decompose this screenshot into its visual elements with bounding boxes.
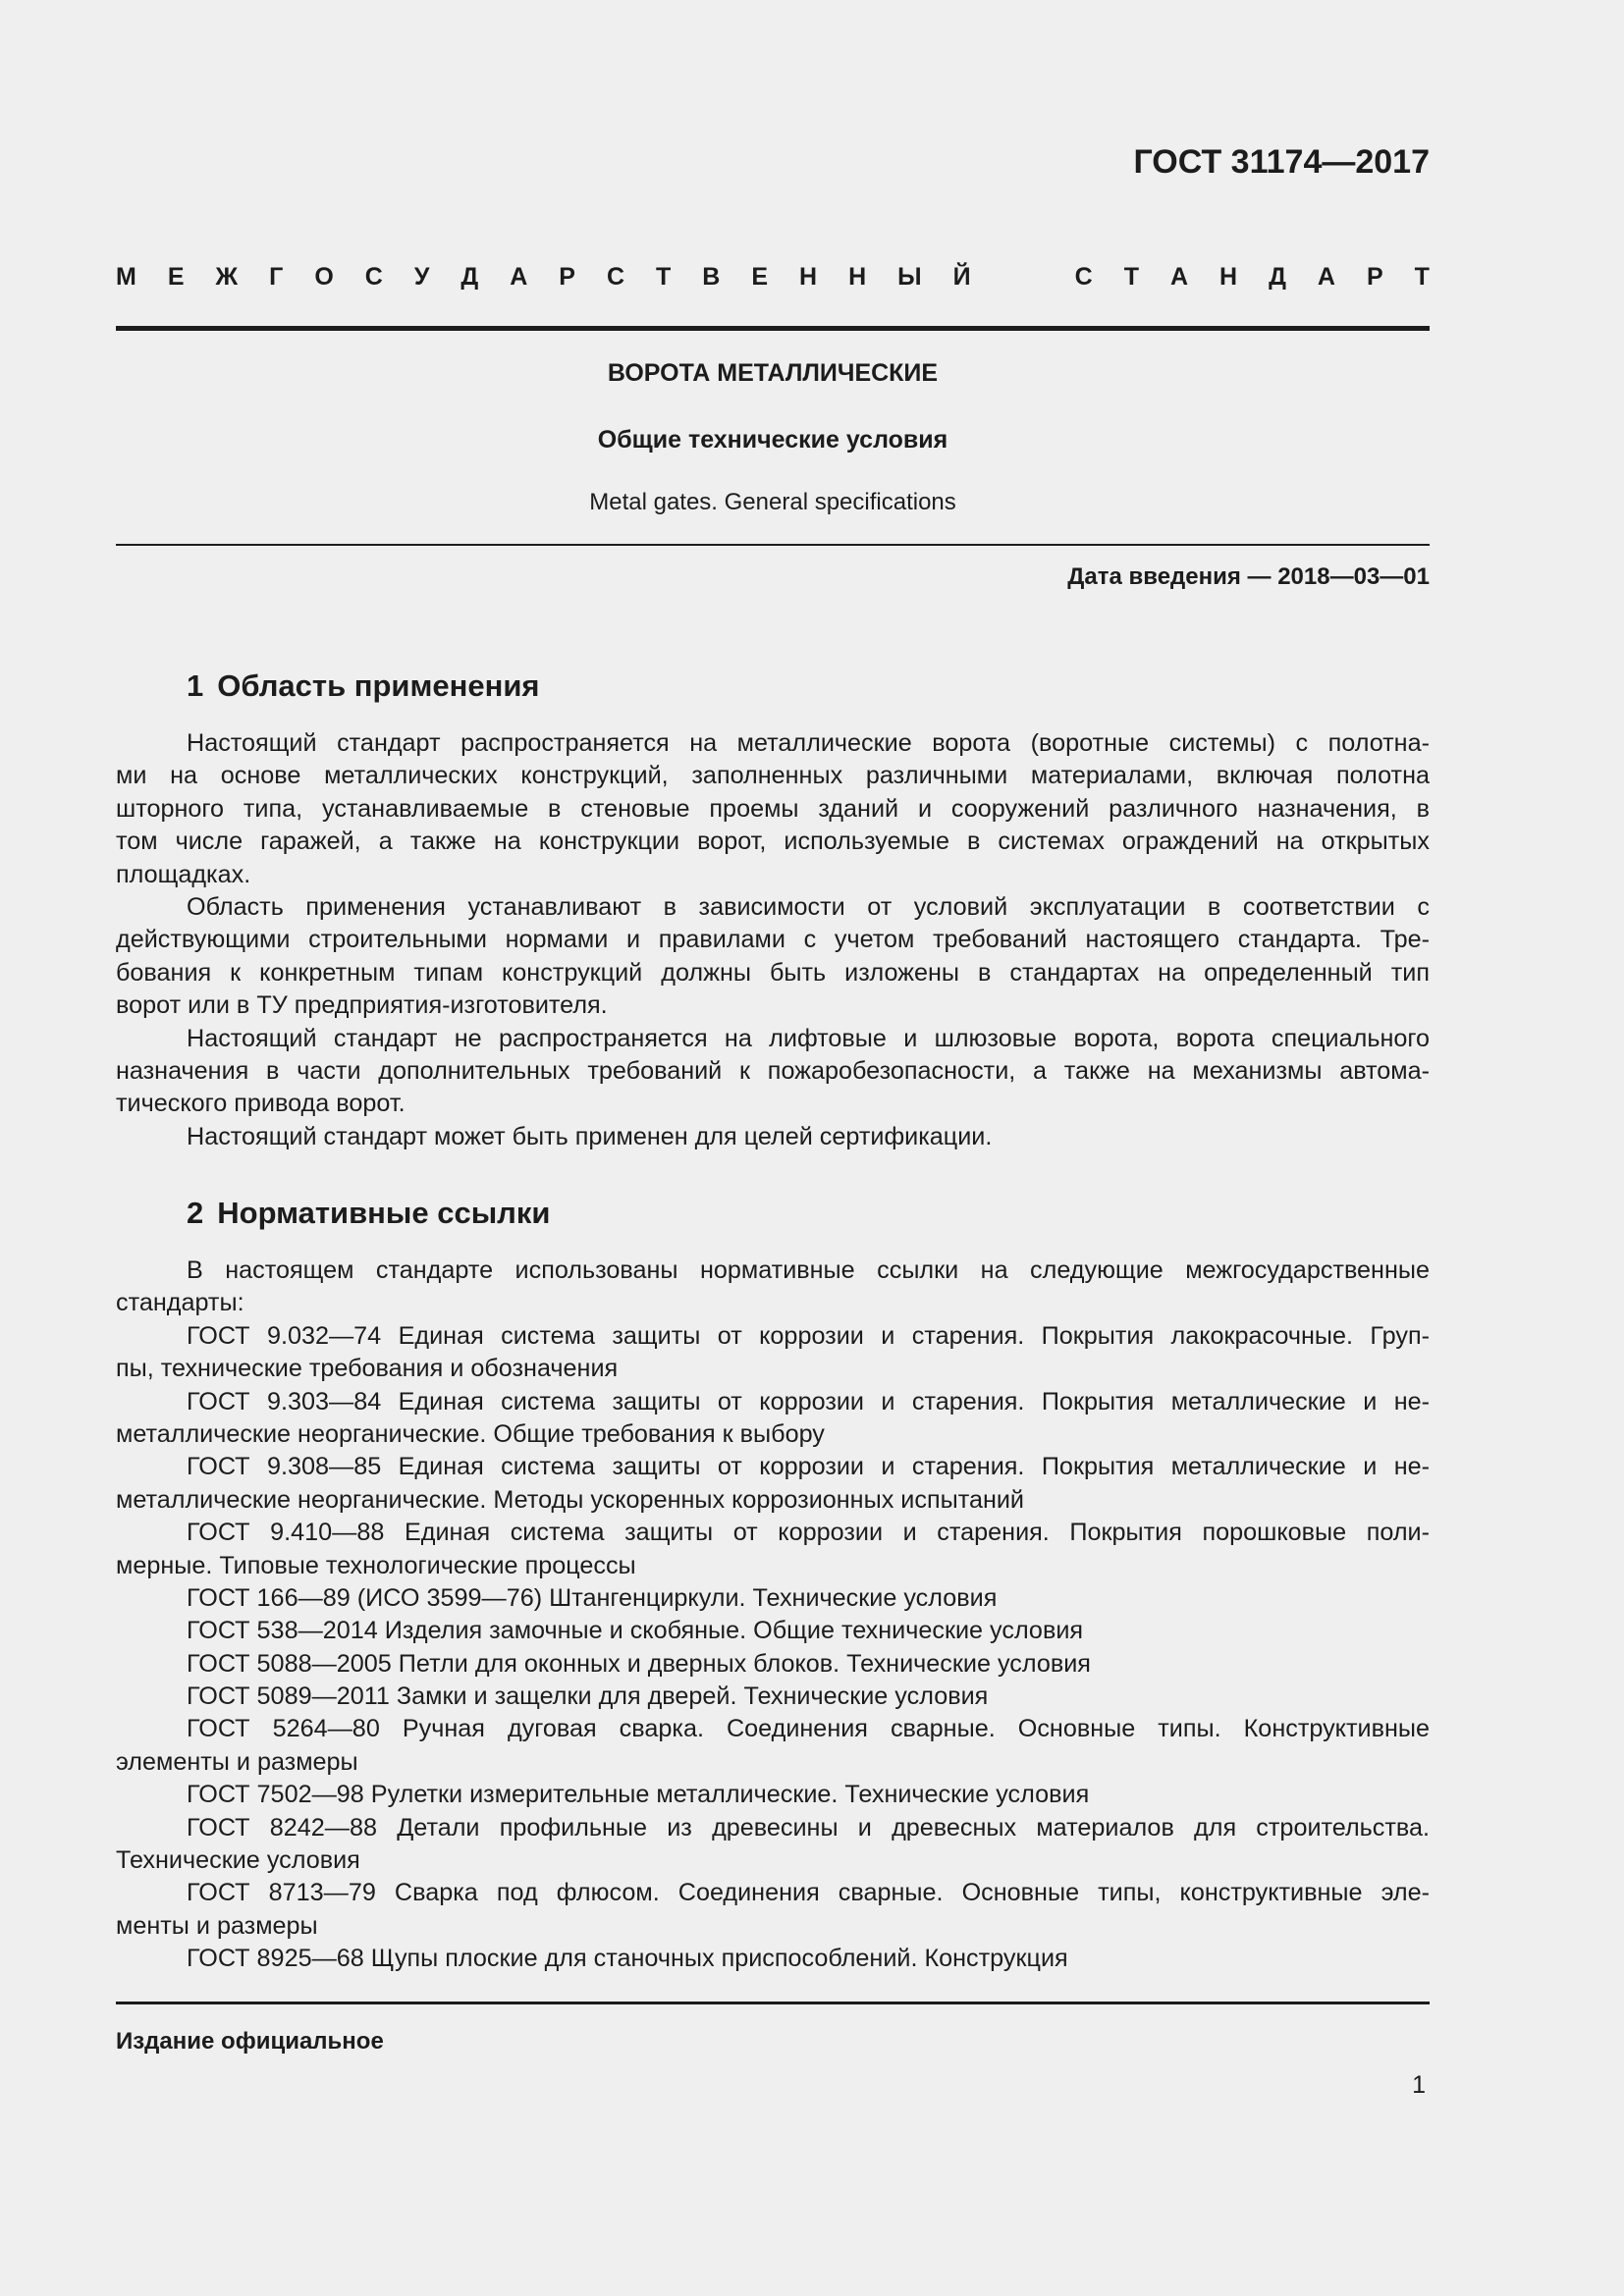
reference-line: Технические условия: [116, 1846, 360, 1875]
document-title-english: Metal gates. General specifications: [589, 489, 956, 515]
header-divider: [116, 326, 1430, 331]
reference-line: ГОСТ 5264—80 Ручная дуговая сварка. Соединения сварные. Основные типы. Конструктивные: [187, 1715, 1430, 1743]
standard-kind-letter: С: [364, 263, 383, 291]
section-2-body: [116, 1255, 1430, 1976]
reference-line: ГОСТ 9.032—74 Единая система защиты от коррозии и старения. Покрытия лакокрасочные. Груп-: [187, 1321, 1430, 1350]
reference-line: ГОСТ 166—89 (ИСО 3599—76) Штангенциркули. Технические условия: [187, 1583, 998, 1612]
reference-line: ГОСТ 9.308—85 Единая система защиты от коррозии и старения. Покрытия металлические и не-: [187, 1453, 1430, 1481]
text-line: стандарты:: [116, 1289, 244, 1317]
reference-line: ГОСТ 5088—2005 Петли для оконных и дверных блоков. Технические условия: [187, 1649, 1091, 1678]
reference-line: ГОСТ 9.303—84 Единая система защиты от коррозии и старения. Покрытия металлические и не-: [187, 1387, 1430, 1415]
text-line: Область применения устанавливают в зависимости от условий эксплуатации в соответствии с: [187, 892, 1430, 921]
reference-line: ГОСТ 7502—98 Рулетки измерительные металлические. Технические условия: [187, 1781, 1090, 1809]
standard-kind-letter: Ж: [215, 263, 239, 291]
standard-kind-letter: А: [1317, 263, 1335, 291]
standard-kind-letter: У: [413, 263, 430, 291]
word-gap: [1002, 263, 1044, 292]
standard-kind-letter: Н: [799, 263, 818, 291]
standard-kind-letter: Д: [1269, 263, 1286, 291]
standard-kind-letter: С: [1074, 263, 1093, 291]
introduction-date: Дата введения — 2018—03—01: [1067, 563, 1430, 590]
section-2-number: 2: [187, 1196, 204, 1230]
reference-line: ГОСТ 9.410—88 Единая система защиты от коррозии и старения. Покрытия порошковые поли-: [187, 1519, 1430, 1547]
text-line: бования к конкретным типам конструкций должны быть изложены в стандартах на определенный тип: [116, 958, 1430, 987]
standard-kind-letter: М: [116, 263, 136, 291]
text-line: Настоящий стандарт может быть применен для целей сертификации.: [187, 1122, 993, 1150]
standard-kind-letter: Т: [656, 263, 672, 291]
reference-line: ГОСТ 8242—88 Детали профильные из древесины и древесных материалов для строительства.: [187, 1813, 1430, 1842]
text-line: площадках.: [116, 860, 251, 888]
reference-line: ГОСТ 8713—79 Сварка под флюсом. Соединения сварные. Основные типы, конструктивные эле-: [187, 1879, 1430, 1907]
reference-line: менты и размеры: [116, 1911, 318, 1940]
text-line: действующими строительными нормами и правилами с учетом требований настоящего стандарта. Тре-: [116, 926, 1430, 954]
document-subtitle: Общие технические условия: [597, 426, 948, 454]
text-line: Настоящий стандарт не распространяется на лифтовые и шлюзовые ворота, ворота специального: [187, 1024, 1430, 1052]
reference-line: пы, технические требования и обозначения: [116, 1355, 619, 1383]
section-1-title: Область применения: [217, 668, 540, 703]
standard-kind-letter: О: [314, 263, 334, 291]
standard-kind-letter: Ы: [897, 263, 922, 291]
title-divider: [116, 544, 1430, 546]
section-2-heading: [187, 1196, 550, 1231]
standard-kind-letter: А: [510, 263, 528, 291]
standard-kind-letter: А: [1169, 263, 1189, 291]
standard-kind-letter: Д: [460, 263, 479, 291]
reference-line: элементы и размеры: [116, 1747, 358, 1776]
section-2-title: Нормативные ссылки: [217, 1196, 551, 1230]
standard-kind-letter: Н: [1219, 263, 1238, 291]
text-line: назначения в части дополнительных требований к пожаробезопасности, а также на механизмы автома-: [116, 1056, 1430, 1085]
standard-kind-letter: Й: [952, 263, 971, 291]
reference-line: мерные. Типовые технологические процессы: [116, 1551, 636, 1579]
document-title: ВОРОТА МЕТАЛЛИЧЕСКИЕ: [607, 359, 939, 387]
text-line: тического привода ворот.: [116, 1090, 406, 1118]
standard-kind-letter: С: [606, 263, 625, 291]
reference-line: ГОСТ 538—2014 Изделия замочные и скобяные. Общие технические условия: [187, 1617, 1084, 1645]
standard-kind-letter: Е: [167, 263, 185, 291]
edition-label: Издание официальное: [116, 2028, 384, 2055]
standard-kind-letter: Т: [1123, 263, 1139, 291]
document-number: ГОСТ 31174—2017: [1133, 143, 1430, 181]
standard-kind-letter: Т: [1414, 263, 1430, 291]
footer-divider: [116, 2002, 1430, 2004]
section-1-heading: [187, 668, 540, 704]
reference-line: ГОСТ 8925—68 Щупы плоские для станочных приспособлений. Конструкция: [187, 1945, 1068, 1973]
standard-kind-letter: Р: [1366, 263, 1383, 291]
section-1-number: 1: [187, 668, 204, 703]
standard-kind-letter: Е: [751, 263, 769, 291]
standard-kind-letter: Н: [848, 263, 867, 291]
text-line: Настоящий стандарт распространяется на металлические ворота (воротные системы) с полотна-: [187, 729, 1430, 757]
reference-line: металлические неорганические. Общие требования к выбору: [116, 1419, 825, 1448]
standard-kind-letter: Р: [559, 263, 575, 291]
standard-kind-letter: В: [702, 263, 721, 291]
text-line: шторного типа, устанавливаемые в стеновые проемы зданий и сооружений различного назначения, в: [116, 794, 1430, 823]
page-number: 1: [1412, 2071, 1426, 2099]
reference-line: металлические неорганические. Методы ускоренных коррозионных испытаний: [116, 1485, 1024, 1514]
text-line: том числе гаражей, а также на конструкции ворот, используемые в системах ограждений на открытых: [116, 828, 1430, 856]
text-line: ми на основе металлических конструкций, заполненных различными материалами, включая полотна: [116, 762, 1430, 790]
text-line: В настоящем стандарте использованы нормативные ссылки на следующие межгосударственные: [187, 1256, 1430, 1284]
standard-kind-heading: [116, 263, 1430, 292]
section-1-body: [116, 727, 1430, 1153]
reference-line: ГОСТ 5089—2011 Замки и защелки для дверей. Технические условия: [187, 1682, 989, 1711]
text-line: ворот или в ТУ предприятия-изготовителя.: [116, 991, 608, 1020]
standard-kind-letter: Г: [269, 263, 284, 291]
